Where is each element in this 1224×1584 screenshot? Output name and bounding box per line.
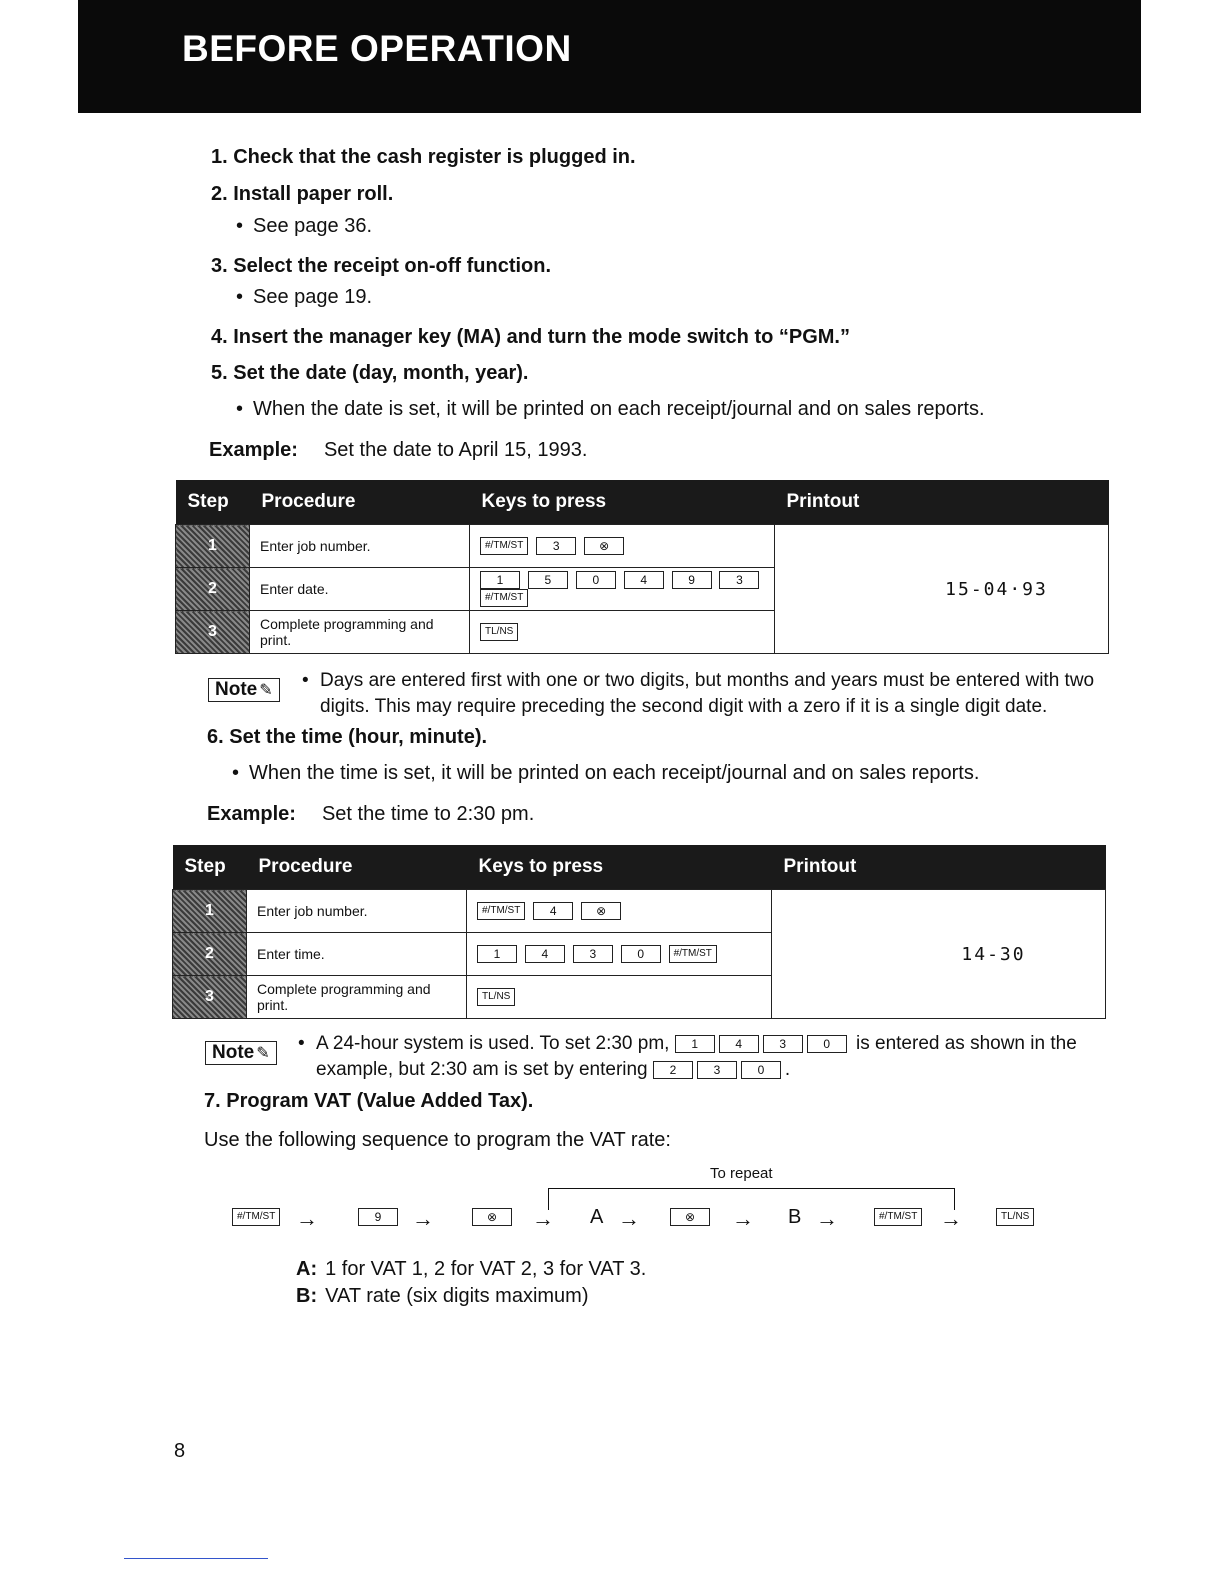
digit-key: 3: [536, 537, 576, 555]
digit-key: 1: [675, 1035, 715, 1053]
example-time: [207, 803, 534, 826]
step-1-title: 1. Check that the cash register is plugged in.: [211, 146, 636, 168]
tmst-key-icon: #/TM/ST: [480, 537, 528, 555]
col-printout: Printout: [772, 845, 1106, 890]
digit-key: 0: [621, 945, 661, 963]
step-number: 3: [176, 611, 250, 654]
digit-key: 4: [525, 945, 565, 963]
example-text: Set the date to April 15, 1993.: [323, 439, 588, 461]
printout-cell: 15-04·93: [775, 525, 1109, 654]
arrow-icon: →: [296, 1206, 318, 1231]
step-number: 3: [173, 976, 247, 1019]
definition-b: B: VAT rate (six digits maximum): [296, 1285, 589, 1307]
digit-key: 9: [672, 571, 712, 589]
arrow-icon: →: [940, 1206, 962, 1231]
procedure-cell: Enter time.: [247, 933, 467, 976]
tmst-key-icon: #/TM/ST: [477, 902, 525, 920]
keys-cell: [467, 933, 772, 976]
note-time: • A 24-hour system is used. To set 2:30 pm, 1 4 3 0 is entered as shown in the example, but 2:30 am is set by entering 2 3 0 .: [316, 1031, 1086, 1083]
example-text: Set the time to 2:30 pm.: [321, 803, 535, 825]
step-3-title: 3. Select the receipt on-off function.: [211, 255, 552, 277]
note-icon: Note ✎: [208, 678, 280, 702]
col-step: Step: [173, 845, 247, 890]
procedure-cell: Enter job number.: [247, 890, 467, 933]
step-5-bullet: • When the date is set, it will be printed on each receipt/journal and on sales reports.: [236, 398, 985, 421]
step-number: 2: [176, 568, 250, 611]
digit-key: 0: [576, 571, 616, 589]
page-title: BEFORE OPERATION: [182, 28, 572, 69]
example-date: [209, 439, 587, 462]
step-6-bullet: • When the time is set, it will be printed on each receipt/journal and on sales reports.: [232, 762, 979, 785]
step-number: 1: [176, 525, 250, 568]
col-printout: Printout: [775, 480, 1109, 525]
procedure-cell: Enter job number.: [250, 525, 470, 568]
step-3-bullet: • See page 19.: [236, 286, 372, 309]
tmst-key-icon: #/TM/ST: [669, 945, 717, 963]
procedure-cell: Complete programming and print.: [250, 611, 470, 654]
var-b: B: [788, 1206, 802, 1228]
col-keys: Keys to press: [470, 480, 775, 525]
digit-key: 9: [358, 1208, 398, 1226]
arrow-icon: →: [412, 1206, 434, 1231]
pencil-icon: ✎: [259, 682, 273, 699]
digit-key: 4: [624, 571, 664, 589]
repeat-line: [548, 1188, 954, 1189]
table-row: [176, 525, 1109, 568]
digit-key: 3: [573, 945, 613, 963]
arrow-icon: →: [816, 1206, 838, 1231]
col-procedure: Procedure: [247, 845, 467, 890]
page-header: [78, 0, 1141, 113]
digit-key: 1: [480, 571, 520, 589]
keys-cell: [470, 525, 775, 568]
vat-sequence: [232, 1198, 1052, 1248]
keys-cell: [470, 611, 775, 654]
step-5-title: 5. Set the date (day, month, year).: [211, 362, 529, 384]
example-label: Example:: [209, 439, 298, 461]
multiply-key-icon: ⊗: [581, 902, 621, 920]
table-header-row: [176, 480, 1109, 525]
tmst-key-icon: #/TM/ST: [874, 1208, 922, 1226]
digit-key: 3: [719, 571, 759, 589]
tlns-key-icon: TL/NS: [996, 1208, 1034, 1226]
keys-cell: [467, 976, 772, 1019]
repeat-label: To repeat: [710, 1165, 773, 1182]
digit-key: 4: [533, 902, 573, 920]
table-row: [173, 890, 1106, 933]
step-2-title: 2. Install paper roll.: [211, 183, 394, 205]
tlns-key-icon: TL/NS: [477, 988, 515, 1006]
vat-intro: Use the following sequence to program the VAT rate:: [204, 1129, 671, 1151]
arrow-icon: →: [618, 1206, 640, 1231]
page-number: 8: [174, 1440, 186, 1462]
tmst-key-icon: #/TM/ST: [480, 589, 528, 607]
digit-key: 2: [653, 1061, 693, 1079]
col-keys: Keys to press: [467, 845, 772, 890]
digit-key: 3: [697, 1061, 737, 1079]
col-step: Step: [176, 480, 250, 525]
digit-key: 0: [807, 1035, 847, 1053]
note-icon: Note ✎: [205, 1041, 277, 1065]
table-header-row: [173, 845, 1106, 890]
note-date: • Days are entered first with one or two digits, but months and years must be entered with two digits. This may require preceding the second digit with a zero if it is a single digit date.: [320, 668, 1100, 720]
multiply-key-icon: ⊗: [584, 537, 624, 555]
definition-a: A: 1 for VAT 1, 2 for VAT 2, 3 for VAT 3.: [296, 1258, 647, 1280]
step-4-title: 4. Insert the manager key (MA) and turn the mode switch to “PGM.”: [211, 326, 850, 348]
arrow-icon: →: [732, 1206, 754, 1231]
digit-key: 3: [763, 1035, 803, 1053]
step-number: 2: [173, 933, 247, 976]
tmst-key-icon: #/TM/ST: [232, 1208, 280, 1226]
tlns-key-icon: TL/NS: [480, 623, 518, 641]
keys-cell: [467, 890, 772, 933]
step-6-title: 6. Set the time (hour, minute).: [207, 726, 488, 748]
col-procedure: Procedure: [250, 480, 470, 525]
step-number: 1: [173, 890, 247, 933]
var-a: A: [590, 1206, 604, 1228]
step-7-title: 7. Program VAT (Value Added Tax).: [204, 1090, 534, 1112]
procedure-cell: Complete programming and print.: [247, 976, 467, 1019]
digit-key: 5: [528, 571, 568, 589]
multiply-key-icon: ⊗: [472, 1208, 512, 1226]
procedure-cell: Enter date.: [250, 568, 470, 611]
arrow-icon: →: [532, 1206, 554, 1231]
printout-cell: 14-30: [772, 890, 1106, 1019]
footer-line: [124, 1558, 268, 1559]
digit-key: 1: [477, 945, 517, 963]
pencil-icon: ✎: [256, 1045, 270, 1062]
step-2-bullet: • See page 36.: [236, 215, 372, 238]
multiply-key-icon: ⊗: [670, 1208, 710, 1226]
example-label: Example:: [207, 803, 296, 825]
keys-cell: [470, 568, 775, 611]
digit-key: 4: [719, 1035, 759, 1053]
digit-key: 0: [741, 1061, 781, 1079]
date-procedure-table: [175, 480, 1109, 654]
time-procedure-table: [172, 845, 1106, 1019]
